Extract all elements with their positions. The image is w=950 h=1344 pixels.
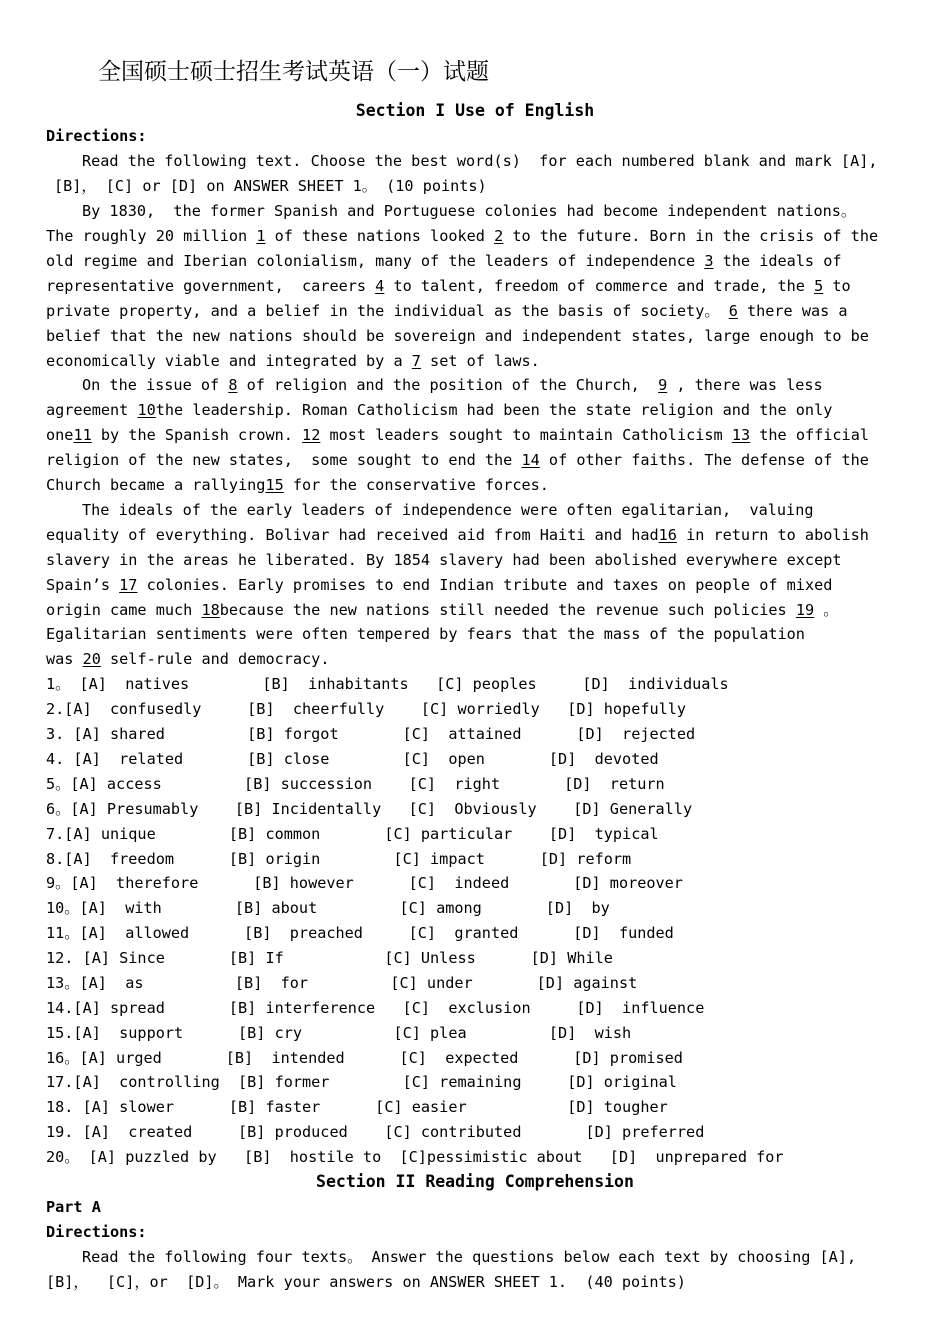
blank-number: 13 (731, 426, 751, 444)
option-row: 13。[A] as [B] for [C] under [D] against (46, 974, 638, 992)
option-row: 19. [A] created [B] produced [C] contributed [D] preferred (46, 1123, 705, 1141)
section-2-directions-label: Directions: (46, 1223, 147, 1241)
passage-line: belief that the new nations should be sovereign and independent states, large enough to be (46, 327, 869, 345)
passage-line: Church became a rallying15 for the conservative forces. (46, 476, 549, 494)
passage-line: origin came much 18because the new nations still needed the revenue such policies 19 。 (46, 601, 839, 619)
blank-number: 9 (658, 376, 668, 394)
option-row: 17.[A] controlling [B] former [C] remaining [D] original (46, 1073, 677, 1091)
section-1-directions-line: [B]， [C] or [D] on ANSWER SHEET 1。 (10 points) (54, 177, 487, 195)
blank-number: 17 (119, 576, 138, 594)
option-row: 8.[A] freedom [B] origin [C] impact [D] reform (46, 850, 632, 868)
option-row: 7.[A] unique [B] common [C] particular [D] typical (46, 825, 659, 843)
passage-line: religion of the new states, some sought to end the 14 of other faiths. The defense of the (46, 451, 869, 469)
section-1-heading: Section I Use of English (355, 101, 595, 120)
blank-number: 16 (658, 526, 677, 544)
option-row: 11。[A] allowed [B] preached [C] granted [D] funded (46, 924, 674, 942)
blank-number: 18 (201, 601, 220, 619)
exam-title: 全国硕士硕士招生考试英语（一）试题 (98, 59, 489, 85)
passage-line: The ideals of the early leaders of independence were often egalitarian, valuing (82, 501, 814, 519)
option-row: 20。 [A] puzzled by [B] hostile to [C]pessimistic about [D] unprepared for (46, 1148, 784, 1166)
passage-line: By 1830, the former Spanish and Portuguese colonies had become independent nations。 (82, 202, 857, 220)
section-2-heading: Section II Reading Comprehension (316, 1172, 634, 1191)
section-1-directions-label: Directions: (46, 127, 147, 145)
blank-number: 4 (375, 277, 385, 295)
blank-number: 11 (73, 426, 92, 444)
option-row: 5。[A] access [B] succession [C] right [D] return (46, 775, 665, 793)
blank-number: 10 (137, 401, 156, 419)
blank-number: 14 (521, 451, 540, 469)
blank-number: 19 (795, 601, 815, 619)
passage-line: equality of everything. Bolivar had received aid from Haiti and had16 in return to abolish (46, 526, 869, 544)
passage-line: Egalitarian sentiments were often tempered by fears that the mass of the population (46, 625, 805, 643)
passage-line: old regime and Iberian colonialism, many of the leaders of independence 3 the ideals of (46, 252, 842, 270)
blank-number: 12 (302, 426, 321, 444)
section-2-directions-line: [B]， [C]，or [D]。 Mark your answers on ANSWER SHEET 1. (40 points) (46, 1273, 686, 1291)
passage-line: slavery in the areas he liberated. By 1854 slavery had been abolished everywhere except (46, 551, 842, 569)
section-1-directions-line: Read the following text. Choose the best word(s) for each numbered blank and mark [A], (82, 152, 878, 170)
blank-number: 6 (728, 302, 738, 320)
option-row: 6。[A] Presumably [B] Incidentally [C] Obviously [D] Generally (46, 800, 693, 818)
blank-number: 3 (704, 252, 714, 270)
passage-line: economically viable and integrated by a 7 set of laws. (46, 352, 540, 370)
blank-number: 1 (256, 227, 266, 245)
section-2-directions-line: Read the following four texts。 Answer the questions below each text by choosing [A], (82, 1248, 857, 1266)
option-row: 9。[A] therefore [B] however [C] indeed [D] moreover (46, 874, 683, 892)
passage-line: The roughly 20 million 1 of these nations looked 2 to the future. Born in the crisis of the (46, 227, 879, 245)
option-row: 10。[A] with [B] about [C] among [D] by (46, 899, 610, 917)
blank-number: 2 (494, 227, 504, 245)
option-row: 3. [A] shared [B] forgot [C] attained [D] rejected (46, 725, 696, 743)
option-row: 2.[A] confusedly [B] cheerfully [C] worriedly [D] hopefully (46, 700, 687, 718)
passage-line: one11 by the Spanish crown. 12 most leaders sought to maintain Catholicism 13 the official (46, 426, 869, 444)
passage-line: was 20 self-rule and democracy. (46, 650, 330, 668)
passage-line: On the issue of 8 of religion and the position of the Church, 9 , there was less (82, 376, 823, 394)
blank-number: 15 (265, 476, 284, 494)
option-row: 12. [A] Since [B] If [C] Unless [D] While (46, 949, 613, 967)
blank-number: 20 (82, 650, 101, 668)
passage-line: representative government, careers 4 to talent, freedom of commerce and trade, the 5 to (46, 277, 851, 295)
option-row: 18. [A] slower [B] faster [C] easier [D] tougher (46, 1098, 668, 1116)
blank-number: 8 (228, 376, 238, 394)
passage-line: private property, and a belief in the individual as the basis of society。 6 there was a (46, 302, 848, 320)
option-row: 16。[A] urged [B] intended [C] expected [D] promised (46, 1049, 683, 1067)
passage-line: agreement 10the leadership. Roman Catholicism had been the state religion and the only (46, 401, 833, 419)
option-row: 14.[A] spread [B] interference [C] exclusion [D] influence (46, 999, 705, 1017)
blank-number: 5 (814, 277, 824, 295)
option-row: 15.[A] support [B] cry [C] plea [D] wish (46, 1024, 632, 1042)
option-row: 4. [A] related [B] close [C] open [D] devoted (46, 750, 659, 768)
option-row: 1。 [A] natives [B] inhabitants [C] peoples [D] individuals (46, 675, 729, 693)
blank-number: 7 (411, 352, 421, 370)
part-a-label: Part A (46, 1198, 101, 1216)
passage-line: Spain’s 17 colonies. Early promises to end Indian tribute and taxes on people of mixed (46, 576, 833, 594)
